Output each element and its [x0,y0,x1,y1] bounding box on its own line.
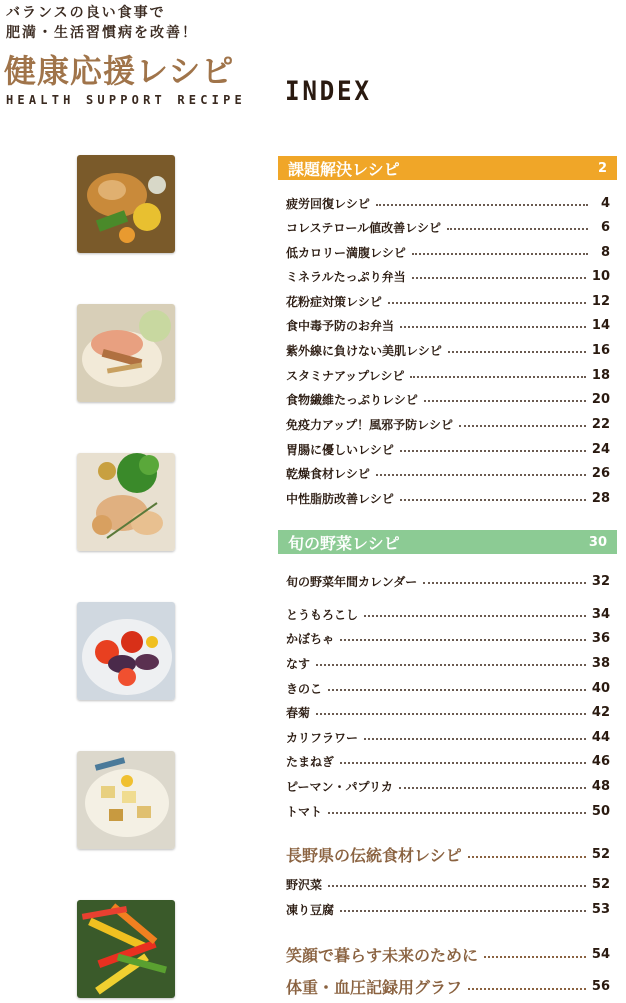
food-photo-1 [77,155,175,253]
toc-entry[interactable]: 疲労回復レシピ 4 [286,195,610,211]
section-bar-seasonal-vegetables[interactable] [278,530,617,554]
toc-entry[interactable]: 食物繊維たっぷりレシピ 20 [286,391,610,407]
leader-dots [424,400,586,402]
leader-dots [448,351,586,353]
food-photo-6 [77,900,175,998]
leader-dots [328,885,586,887]
toc-entry[interactable]: スタミナアップレシピ 18 [286,367,610,383]
leader-dots [459,425,586,427]
food-photo-2 [77,304,175,402]
leader-dots [388,302,586,304]
leader-dots [376,474,586,476]
leader-dots [364,615,586,617]
leader-dots [328,689,586,691]
leader-dots [328,812,586,814]
leader-dots [400,326,586,328]
leader-dots [376,204,588,206]
section-page: 30 [588,534,607,550]
leader-dots [468,856,586,858]
toc-entry[interactable]: きのこ 40 [286,680,610,696]
toc-entry[interactable]: 花粉症対策レシピ 12 [286,293,610,309]
leader-dots [399,787,586,789]
leader-dots [484,956,586,958]
toc-entry[interactable]: 胃腸に優しいレシピ 24 [286,441,610,457]
leader-dots [340,910,586,912]
page-title-english: HEALTH SUPPORT RECIPE [6,93,246,107]
leader-dots [364,738,586,740]
toc-entry[interactable]: 旬の野菜年間カレンダー 32 [286,573,610,589]
toc-entry[interactable]: 野沢菜 52 [286,876,610,892]
leader-dots [412,277,586,279]
leader-dots [316,713,586,715]
toc-entry[interactable]: 凍り豆腐 53 [286,901,610,917]
leader-dots [410,376,586,378]
toc-entry[interactable]: ミネラルたっぷり弁当 10 [286,268,610,284]
leader-dots [400,499,586,501]
toc-entry[interactable]: 春菊 42 [286,704,610,720]
section-title: 旬の野菜レシピ [288,533,400,553]
header-subtitle-line1: バランスの良い食事で [6,5,166,21]
food-photo-5 [77,751,175,849]
toc-entry[interactable]: 乾燥食材レシピ 26 [286,465,610,481]
toc-entry[interactable]: トマト 50 [286,803,610,819]
page-title: 健康応援レシピ [4,52,235,90]
toc-entry[interactable]: たまねぎ 46 [286,753,610,769]
leader-dots [340,762,586,764]
toc-entry[interactable]: カリフラワー 44 [286,729,610,745]
toc-entry[interactable]: なす 38 [286,655,610,671]
index-heading: INDEX [285,76,372,107]
toc-entry[interactable]: 紫外線に負けない美肌レシピ 16 [286,342,610,358]
leader-dots [340,639,586,641]
toc-entry[interactable]: 中性脂肪改善レシピ 28 [286,490,610,506]
toc-heading-graph[interactable]: 体重・血圧記録用グラフ 56 [286,977,610,997]
toc-entry[interactable]: 低カロリー満腹レシピ 8 [286,244,610,260]
leader-dots [400,450,586,452]
section-title: 課題解決レシピ [288,159,400,179]
section-bar-problem-solving[interactable] [278,156,617,180]
leader-dots [316,664,586,666]
leader-dots [468,988,586,990]
section-page: 2 [597,160,607,176]
toc-heading-future[interactable]: 笑顔で暮らす未来のために 54 [286,945,610,965]
toc-entry[interactable]: とうもろこし 34 [286,606,610,622]
toc-entry[interactable]: 食中毒予防のお弁当 14 [286,317,610,333]
food-photo-3 [77,453,175,551]
toc-heading-traditional[interactable]: 長野県の伝統食材レシピ 52 [286,845,610,865]
toc-entry[interactable]: 免疫力アップ！風邪予防レシピ 22 [286,416,610,432]
header-subtitle-line2: 肥満・生活習慣病を改善！ [6,25,198,41]
leader-dots [423,582,586,584]
toc-entry[interactable]: コレステロール値改善レシピ 6 [286,219,610,235]
toc-entry[interactable]: かぼちゃ 36 [286,630,610,646]
leader-dots [447,228,588,230]
leader-dots [412,253,588,255]
food-photo-4 [77,602,175,700]
toc-entry[interactable]: ピーマン・パプリカ 48 [286,778,610,794]
